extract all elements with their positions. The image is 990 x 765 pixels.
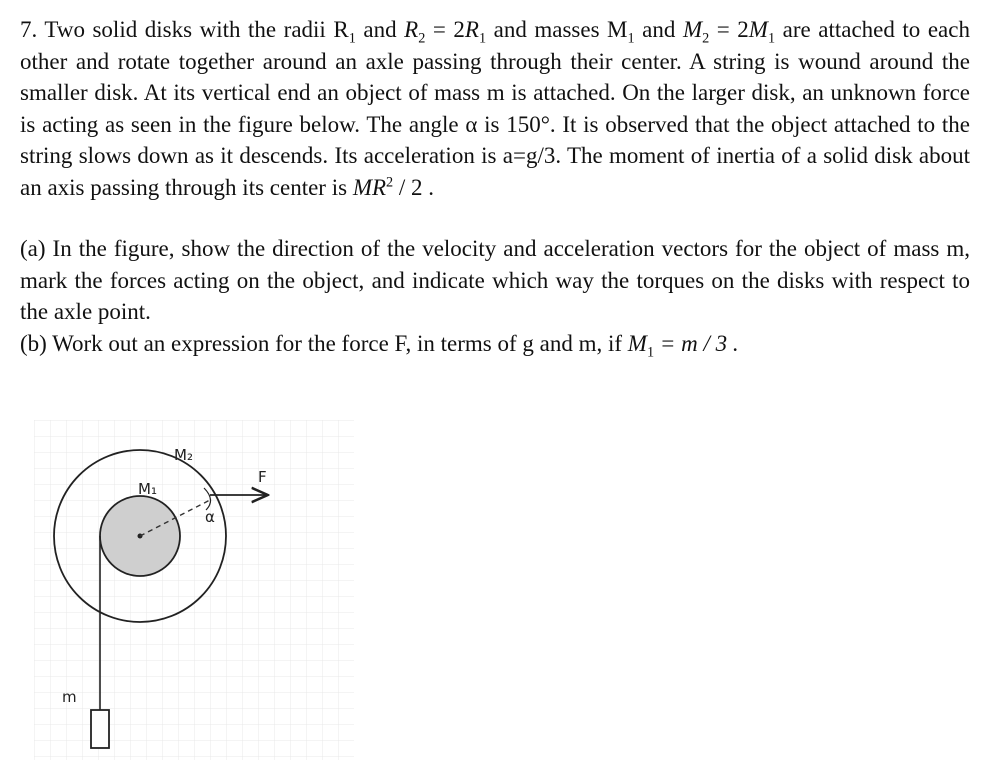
statement-text: are attached to each other and rotate together around an axle passing through their center. A string is wound around the smaller disk. At its vertical end an object of mass m is attached. On the larger disk, an unknown force is acting as seen in the figure below. The angle α is 150°. It is observed that the object attached to the string slows down as it descends. Its acceleration is a=g/3. The moment of inertia of a solid disk about an axis passing through its center is (20, 17, 970, 200)
statement-text: and masses M (486, 17, 628, 42)
subscript: 1 (767, 30, 776, 47)
problem-number: 7. (20, 17, 38, 42)
symbol-m2: M (682, 17, 703, 42)
superscript: 2 (386, 173, 394, 190)
part-b-equation: = m / 3 . (654, 330, 739, 356)
inertia-formula: MR (352, 174, 387, 200)
subscript: 1 (478, 30, 487, 47)
symbol-m1: M (748, 17, 768, 42)
subscript: 2 (418, 30, 426, 47)
statement-text: and (634, 17, 683, 42)
label-m1: M₁ (138, 480, 157, 498)
hanging-mass (91, 710, 109, 748)
label-m2: M₂ (174, 446, 193, 464)
label-mass: m (62, 688, 77, 706)
subscript: 1 (627, 30, 635, 47)
statement-text: / 2 . (393, 174, 435, 200)
statement-text: = 2 (425, 17, 465, 42)
figure-svg (34, 420, 354, 760)
symbol-r1: R (464, 17, 479, 42)
subscript: 1 (348, 30, 356, 47)
part-a: (a) In the figure, show the direction of the velocity and acceleration vectors for the object of mass m, mark the forces acting on the object, and indicate which way the torques on the disks with respect to the axle point. (20, 236, 970, 324)
symbol-m1: M (627, 330, 647, 356)
statement-intro: Two solid disks with the radii R (44, 17, 349, 42)
part-b-text: (b) Work out an expression for the force F, in terms of g and m, if (20, 330, 628, 356)
symbol-r2: R (404, 17, 419, 42)
part-b (20, 328, 970, 360)
statement-text: and (355, 17, 405, 42)
label-alpha: α (205, 508, 215, 526)
grid-paper (34, 420, 354, 760)
problem-text (20, 14, 970, 359)
subscript: 1 (646, 344, 655, 361)
problem-statement (20, 14, 970, 203)
subscript: 2 (702, 30, 710, 47)
disk-figure (34, 420, 354, 760)
label-force: F (258, 468, 267, 486)
statement-text: = 2 (709, 17, 749, 42)
